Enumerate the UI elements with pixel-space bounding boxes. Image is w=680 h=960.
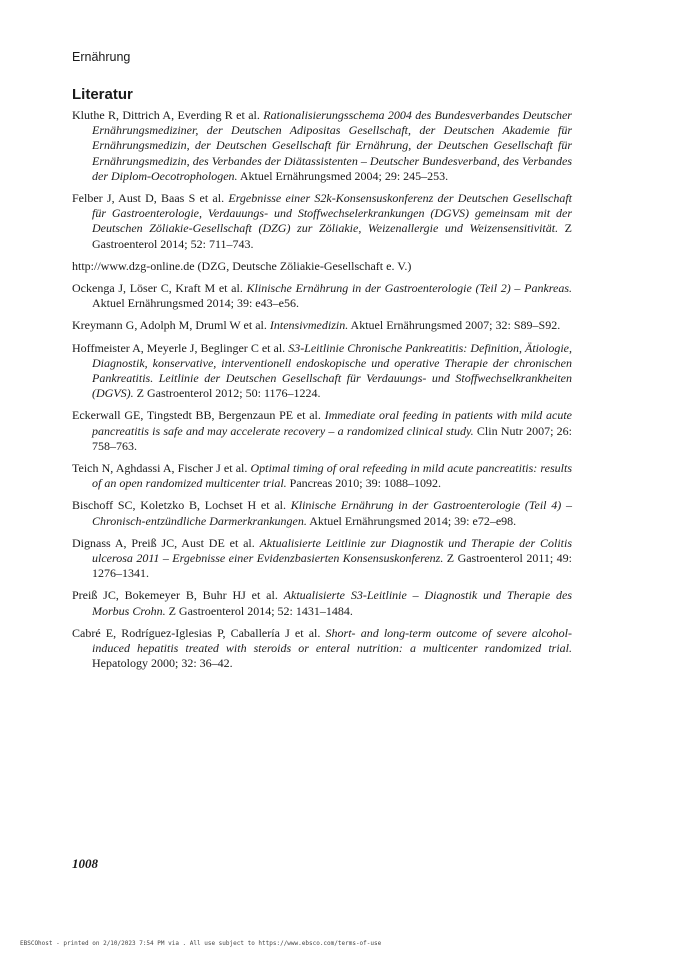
reference-authors: Felber J, Aust D, Baas S et al. [72,191,229,206]
reference-item [72,498,572,528]
reference-source: Z Gastroenterol 2012; 50: 1176–1224. [133,386,321,401]
reference-item [72,191,572,252]
reference-source: Z Gastroenterol 2014; 52: 711–743. [92,221,572,251]
reference-authors: Bischoff SC, Koletzko B, Lochset H et al. [72,498,291,513]
reference-item [72,318,572,333]
reference-url: http://www.dzg-online.de (DZG, Deutsche Zöliakie-Gesellschaft e. V.) [72,258,412,273]
reference-source: Clin Nutr 2007; 26: 758–763. [92,423,572,453]
reference-authors: Hoffmeister A, Meyerle J, Beglinger C et al. [72,340,289,355]
page-number: 1008 [72,856,98,871]
reference-title: Ergebnisse einer S2k-Konsensuskonferenz der Deutschen Gesellschaft für Gastroenterologie, Verdauungs- und Stoffwechselerkrankungen (DGVS) gemeinsam mit der Deutschen Zöliakie-Gesellschaft (DZG) zur Zöliakie, Weizenallergie und Weizensensitivität. [92,191,572,236]
reference-source: Aktuel Ernährungsmed 2007; 32: S89–S92. [348,318,561,333]
reference-item [72,281,572,311]
print-stamp: EBSCOhost - printed on 2/10/2023 7:54 PM via . All use subject to https://www.ebsco.com/terms-of-use [20,940,382,947]
reference-list [72,108,572,679]
reference-item [72,108,572,184]
reference-authors: Ockenga J, Löser C, Kraft M et al. [72,281,247,296]
reference-source: Aktuel Ernährungsmed 2014; 39: e72–e98. [306,513,517,528]
reference-source: Z Gastroenterol 2011; 49: 1276–1341. [92,551,572,581]
reference-item [72,536,572,582]
reference-authors: Teich N, Aghdassi A, Fischer J et al. [72,461,251,476]
reference-item [72,408,572,454]
section-title: Literatur [72,86,133,103]
reference-item [72,341,572,402]
reference-authors: Cabré E, Rodríguez-Iglesias P, Caballería J et al. [72,625,326,640]
reference-title: Intensivmedizin. [269,318,349,333]
reference-authors: Eckerwall GE, Tingstedt BB, Bergenzaun PE et al. [72,408,325,423]
reference-title: Aktualisierte Leitlinie zur Diagnostik und Therapie der Colitis ulcerosa 2011 – Ergebnisse einer Evidenzbasierten Konsensuskonferenz. [92,535,573,566]
reference-source: Pancreas 2010; 39: 1088–1092. [286,476,441,491]
reference-title: S3-Leitlinie Chronische Pankreatitis: Definition, Ätiologie, Diagnostik, konservative, interventionell endoskopische und operative Therapie der chronischen Pankreatitis. Leitlinie der Deutschen Gesellschaft für Verdauungs- und Stoffwechselkrankheiten (DGVS). [92,340,572,401]
reference-title: Klinische Ernährung in der Gastroenterologie (Teil 4) – Chronisch-entzündliche Darmerkrankungen. [92,498,572,528]
reference-title: Immediate oral feeding in patients with mild acute pancreatitis is safe and may accelerate recovery – a randomized clinical study. [92,408,573,438]
reference-authors: Preiß JC, Bokemeyer B, Buhr HJ et al. [72,588,284,603]
reference-authors: Kluthe R, Dittrich A, Everding R et al. [72,108,264,122]
reference-item [72,588,572,618]
reference-title: Aktualisierte S3-Leitlinie – Diagnostik und Therapie des Morbus Crohn. [92,588,572,618]
reference-item [72,626,572,672]
reference-title: Klinische Ernährung in der Gastroenterologie (Teil 2) – Pankreas. [246,281,572,296]
reference-title: Rationalisierungsschema 2004 des Bundesverbandes Deutscher Ernährungsmediziner, der Deutschen Adipositas Gesellschaft, der Deutschen Akademie für Ernährungsmedizin, der Deutschen Gesellschaft für Ernährung, der Deutschen Gesellschaft für Ernährungsmedizin, des Verbandes der Diätassistenten – Deutscher Bundesverband, des Verbandes der Diplom-Oecotrophologen. [92,108,572,183]
reference-source: Hepatology 2000; 32: 36–42. [92,656,233,671]
reference-source: Aktuel Ernährungsmed 2014; 39: e43–e56. [92,296,299,311]
reference-title: Short- and long-term outcome of severe alcohol-induced hepatitis treated with steroids or enteral nutrition: a multicenter randomized trial. [92,625,572,656]
reference-authors: Dignass A, Preiß JC, Aust DE et al. [72,535,260,550]
reference-item [72,259,572,274]
reference-source: Aktuel Ernährungsmed 2004; 29: 245–253. [237,168,449,183]
reference-item [72,461,572,491]
reference-authors: Kreymann G, Adolph M, Druml W et al. [72,318,270,333]
reference-source: Z Gastroenterol 2014; 52: 1431–1484. [165,603,353,618]
running-head: Ernährung [72,50,131,64]
reference-title: Optimal timing of oral refeeding in mild acute pancreatitis: results of an open randomized multicenter trial. [92,461,572,491]
